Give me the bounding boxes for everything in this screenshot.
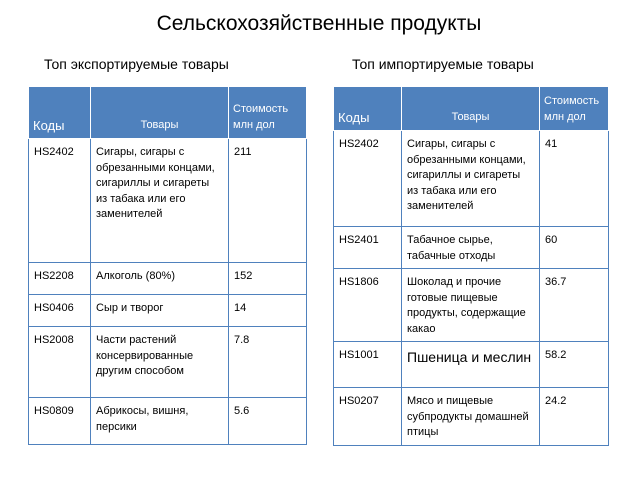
- table-row: [334, 227, 609, 269]
- import-header-code: Коды: [334, 87, 402, 131]
- value-cell: 36.7: [540, 269, 609, 342]
- table-row: [334, 269, 609, 342]
- import-table: [333, 86, 609, 446]
- goods-cell: Абрикосы, вишня, персики: [91, 398, 229, 445]
- table-row: [334, 388, 609, 446]
- table-row: [334, 131, 609, 227]
- goods-cell: Алкоголь (80%): [91, 263, 229, 295]
- code-cell: HS2008: [29, 327, 91, 398]
- table-row: [29, 263, 307, 295]
- goods-cell: Части растений консервированные другим способом: [91, 327, 229, 398]
- code-cell: HS2402: [334, 131, 402, 227]
- export-header-row: [29, 87, 307, 139]
- export-subtitle: Топ экспортируемые товары: [44, 56, 229, 72]
- value-cell: 14: [229, 295, 307, 327]
- value-cell: 5.6: [229, 398, 307, 445]
- value-cell: 60: [540, 227, 609, 269]
- value-cell: 7.8: [229, 327, 307, 398]
- code-cell: HS1001: [334, 342, 402, 388]
- table-row: [29, 327, 307, 398]
- import-header-value: Стоимость млн дол: [540, 87, 609, 131]
- export-header-code: Коды: [29, 87, 91, 139]
- code-cell: HS1806: [334, 269, 402, 342]
- goods-cell: Сигары, сигары с обрезанными концами, сигариллы и сигареты из табака или его заменителей: [402, 131, 540, 227]
- value-cell: 41: [540, 131, 609, 227]
- goods-cell: Шоколад и прочие готовые пищевые продукты, содержащие какао: [402, 269, 540, 342]
- export-header-value: Стоимость млн дол: [229, 87, 307, 139]
- export-table: [28, 86, 307, 445]
- code-cell: HS0207: [334, 388, 402, 446]
- import-header-goods: Товары: [402, 87, 540, 131]
- table-row: [334, 342, 609, 388]
- page-title: Сельскохозяйственные продукты: [156, 12, 482, 35]
- import-subtitle: Топ импортируемые товары: [352, 56, 534, 72]
- value-cell: 211: [229, 139, 307, 263]
- code-cell: HS0406: [29, 295, 91, 327]
- value-cell: 152: [229, 263, 307, 295]
- table-row: [29, 295, 307, 327]
- goods-cell: Сигары, сигары с обрезанными концами, сигариллы и сигареты из табака или его заменителей: [91, 139, 229, 263]
- goods-cell: Сыр и творог: [91, 295, 229, 327]
- value-cell: 58.2: [540, 342, 609, 388]
- goods-cell: Мясо и пищевые субпродукты домашней птицы: [402, 388, 540, 446]
- code-cell: HS2402: [29, 139, 91, 263]
- table-row: [29, 398, 307, 445]
- table-row: [29, 139, 307, 263]
- goods-cell: Табачное сырье, табачные отходы: [402, 227, 540, 269]
- goods-cell: Пшеница и меслин: [402, 342, 540, 388]
- code-cell: HS2208: [29, 263, 91, 295]
- code-cell: HS0809: [29, 398, 91, 445]
- code-cell: HS2401: [334, 227, 402, 269]
- export-header-goods: Товары: [91, 87, 229, 139]
- import-header-row: [334, 87, 609, 131]
- value-cell: 24.2: [540, 388, 609, 446]
